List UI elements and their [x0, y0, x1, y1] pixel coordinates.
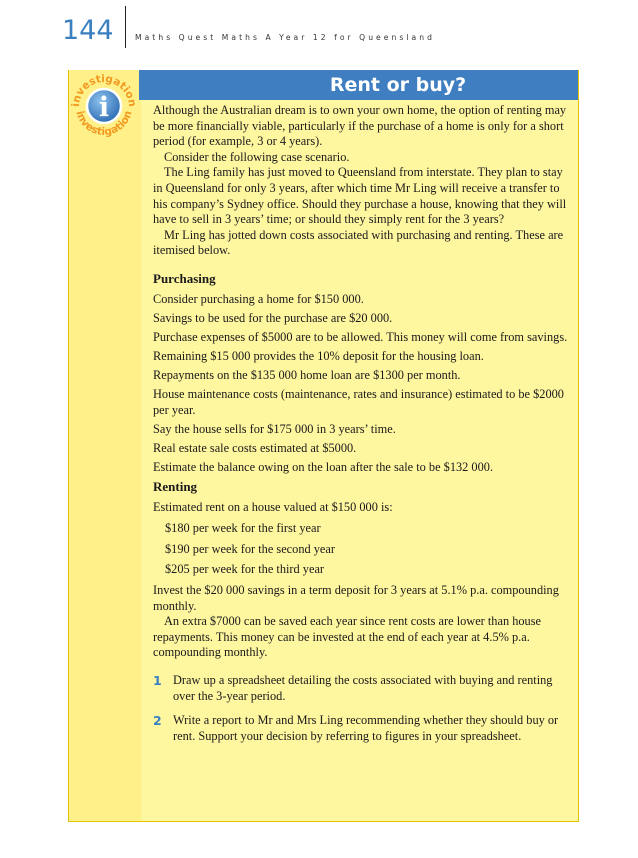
- rent-item: $205 per week for the third year: [165, 562, 325, 577]
- investigation-badge: [70, 71, 138, 139]
- panel-title: Rent or buy?: [329, 74, 467, 96]
- panel-content: [153, 103, 573, 753]
- panel-sidebar: [69, 70, 141, 821]
- invest-paragraph: An extra $7000 can be saved each year since rent costs are lower than house repayments. This money can be invested at the end of each year at 4.5% p.a. compounding monthly.: [153, 614, 542, 660]
- purchasing-item: Consider purchasing a home for $150 000.: [153, 291, 364, 306]
- intro-paragraph: Although the Australian dream is to own your own home, the option of renting may be more financially viable, particularly if the purchase of a home is only for a short period (for example, 3 or 4 years).: [153, 103, 567, 149]
- task-number: 2: [153, 713, 162, 729]
- purchasing-item: Savings to be used for the purchase are $20 000.: [153, 310, 393, 325]
- rent-item: $190 per week for the second year: [165, 541, 335, 556]
- investigation-panel: [68, 70, 579, 822]
- renting-heading: Renting: [153, 478, 198, 494]
- intro-paragraph: Mr Ling has jotted down costs associated with purchasing and renting. These are itemised below.: [153, 227, 564, 258]
- title-bar: [139, 70, 578, 100]
- purchasing-heading: Purchasing: [153, 270, 216, 286]
- info-i-icon: i: [98, 92, 110, 123]
- intro-paragraph: Consider the following case scenario.: [164, 149, 350, 164]
- badge-text-top: investigation: [70, 72, 138, 108]
- task-item: [153, 713, 573, 744]
- task-item: [153, 673, 573, 704]
- purchasing-item: Purchase expenses of $5000 are to be allowed. This money will come from savings.: [153, 329, 568, 344]
- rent-item: $180 per week for the first year: [165, 521, 321, 536]
- purchasing-item: House maintenance costs (maintenance, rates and insurance) estimated to be $2000 per year.: [153, 387, 564, 417]
- purchasing-item: Estimate the balance owing on the loan after the sale to be $132 000.: [153, 459, 494, 474]
- purchasing-item: Real estate sale costs estimated at $5000.: [153, 440, 357, 455]
- task-number: 1: [153, 672, 162, 688]
- running-title: Maths Quest Maths A Year 12 for Queensland: [135, 33, 435, 42]
- invest-paragraph: Invest the $20 000 savings in a term deposit for 3 years at 5.1% p.a. compounding monthly.: [153, 582, 559, 613]
- purchasing-item: Repayments on the $135 000 home loan are $1300 per month.: [153, 367, 461, 382]
- header-divider: [125, 6, 126, 48]
- task-text: Draw up a spreadsheet detailing the costs associated with buying and renting over the 3-year period.: [173, 672, 553, 703]
- intro-paragraph: The Ling family has just moved to Queensland from interstate. They plan to stay in Queensland for only 3 years, after which time Mr Ling will receive a transfer to his company’s Sydney office. Should they purchase a house, knowing that they will have to sell in 3 years’ time; or should they simply rent for the 3 years?: [153, 165, 567, 227]
- task-text: Write a report to Mr and Mrs Ling recommending whether they should buy or rent. Support your decision by referring to figures in your spreadsheet.: [173, 713, 559, 743]
- renting-lead: Estimated rent on a house valued at $150 000 is:: [153, 499, 393, 514]
- badge-text-bottom: investigation: [73, 109, 135, 139]
- page-number: 144: [62, 15, 114, 46]
- purchasing-item: Say the house sells for $175 000 in 3 years’ time.: [153, 421, 396, 436]
- purchasing-item: Remaining $15 000 provides the 10% deposit for the housing loan.: [153, 348, 484, 363]
